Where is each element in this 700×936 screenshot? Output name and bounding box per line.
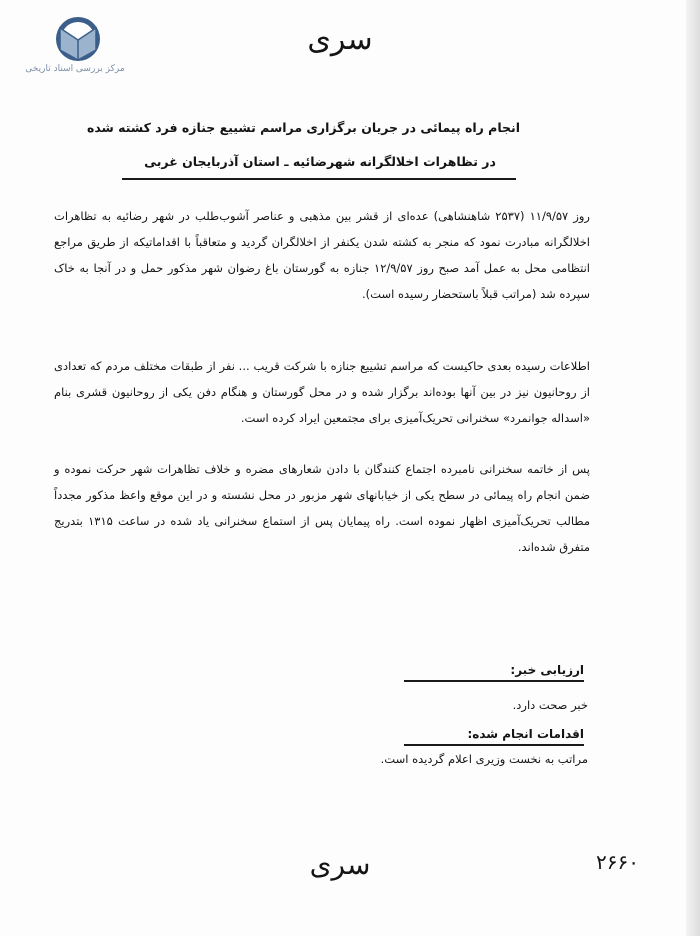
body-paragraph-2: اطلاعات رسیده بعدی حاکیست که مراسم تشییع جنازه با شرکت قریب ... نفر از طبقات مختلف مردم که تعدادی از روحانیون نیز در بین آنها بوده‌اند برگزار شده و در محل گورستان و هنگام دفن یکی از روحانیون قشری بنام «اسداله جوانمرد» سخنرانی تحریک‌آمیزی برای مجتمعین ایراد کرده است. [54, 359, 590, 425]
archive-logo-caption: مرکز بررسی اسناد تاریخی [25, 64, 125, 74]
document-title-line-2: در تظاهرات اخلالگرانه شهرضائیه ـ استان آذربایجان غربی [144, 154, 496, 169]
evaluation-text: خبر صحت دارد. [512, 698, 588, 712]
classification-top: سری [307, 22, 373, 57]
classification-bottom: سری [309, 848, 371, 881]
scan-edge [686, 0, 700, 936]
body-paragraph-1: روز ۱۱/۹/۵۷ (۲۵۳۷ شاهنشاهی) عده‌ای از قشر بین مذهبی و عناصر آشوب‌طلب در شهر رضائیه به تظاهرات اخلالگرانه مبادرت نمود که منجر به کشته شدن یکنفر از اخلالگران گردید و متعاقباً با اقداماتیکه از طریق مراجع انتظامی محل به عمل آمد صبح روز ۱۲/۹/۵۷ جنازه به گورستان باغ رضوان شهر مذکور حمل و در آنجا به خاک سپرده شد (مراتب قبلاً باستحضار رسیده است). [54, 209, 590, 301]
document-title-line-1: انجام راه پیمائی در جریان برگزاری مراسم تشییع جنازه فرد کشته شده [86, 120, 520, 135]
evaluation-label: ارزیابی خبر: [404, 663, 584, 682]
body-paragraph-3: پس از خاتمه سخنرانی نامبرده اجتماع کنندگان با دادن شعارهای مضره و خلاف تظاهرات شهر حرکت نموده و ضمن انجام راه پیمائی در سطح یکی از خیابانهای شهر مزبور در محل نشسته و در این موقع واعظ مذکور مجدداً مطالب تحریک‌آمیزی اظهار نموده است. راه پیمایان پس از استماع سخنرانی یاد شده در ساعت ۱۳۱۵ بتدریج متفرق شده‌اند. [54, 462, 590, 554]
page-number: ۲۶۶۰ [596, 850, 639, 874]
actions-text: مراتب به نخست وزیری اعلام گردیده است. [380, 752, 588, 766]
title-underline [122, 178, 516, 180]
actions-label: اقدامات انجام شده: [404, 727, 584, 746]
